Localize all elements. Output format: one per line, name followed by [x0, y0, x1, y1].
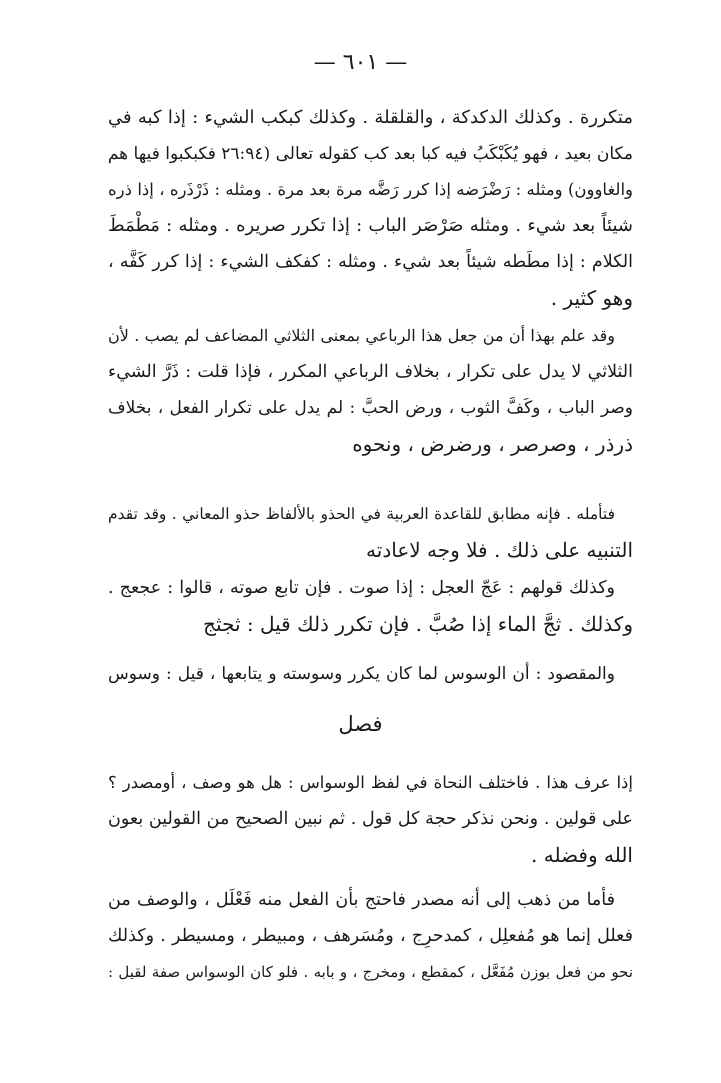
text-line: وهو كثير .: [550, 286, 633, 310]
text-line: شيئاً بعد شيء . ومثله صَرْصَر الباب : إذا تكرر صريره . ومثله : مَطْمَطَ: [108, 215, 633, 236]
text-line: نحو من فعل بوزن مُفَعَّل ، كمقطع ، ومخرج ، و بابه . فلو كان الوسواس صفة لقيل :: [108, 963, 633, 981]
page-number: — ٦٠١ —: [313, 50, 408, 75]
paragraph-5: [108, 656, 633, 692]
section-paragraph-2: [108, 882, 633, 990]
text-line: الثلاثي لا يدل على تكرار ، بخلاف الرباعي المكرر ، فإذا قلت : ذَرَّ الشيء: [108, 362, 633, 382]
text-line: والغاوون) ومثله : رَضْرَضه إذا كرر رَضَّه مرة بعد مرة . ومثله : ذَرْذَره ، إذا ذره: [108, 180, 633, 199]
text-line: متكررة . وكذلك الدكدكة ، والقلقلة . وكذلك كبكب الشيء : إذا كبه في: [108, 107, 633, 128]
paragraph-3: [108, 496, 633, 568]
text-line: والمقصود : أن الوسوس لما كان يكرر وسوسته و يتابعها ، قيل : وسوس: [108, 664, 615, 684]
text-line: مكان بعيد ، فهو يُكَبْكَبُ فيه كبا بعد كب كقوله تعالى (٢٦:٩٤ فكبكبوا فيها هم: [107, 144, 633, 164]
paragraph-4: [108, 570, 633, 642]
text-line: على قولين . ونحن نذكر حجة كل قول . ثم نبين الصحيح من القولين بعون: [108, 809, 633, 829]
text-line: وكذلك قولهم : عَجّ العجل : إذا صوت . فإن تابع صوته ، قالوا : عجعج .: [108, 578, 615, 598]
section-paragraph-1: [108, 765, 633, 873]
text-line: التنبيه على ذلك . فلا وجه لاعادته: [366, 538, 633, 562]
text-line: ذرذر ، وصرصر ، ورضرض ، ونحوه: [352, 432, 633, 456]
paragraph-2: [108, 318, 633, 462]
text-line: وصر الباب ، وكَفَّ الثوب ، ورض الحبَّ : لم يدل على تكرار الفعل ، بخلاف: [108, 398, 633, 418]
section-title: فصل: [338, 712, 383, 736]
text-line: الكلام : إذا مطَطه شيئاً بعد شيء . ومثله : كفكف الشيء : إذا كرر كَفَّه ،: [108, 252, 633, 272]
text-line: وقد علم بهذا أن من جعل هذا الرباعي بمعنى الثلاثي المضاعف لم يصب . لأن: [108, 326, 615, 345]
text-line: وكذلك . ثجَّ الماء إذا صُبَّ . فإن تكرر ذلك قيل : ثجثج: [203, 612, 633, 636]
paragraph-1: [108, 100, 633, 316]
text-line: الله وفضله .: [531, 843, 633, 867]
text-line: فعلل إنما هو مُفعلِل ، كمدحرِج ، ومُسَرهف ، ومبيطر ، ومسيطر . وكذلك: [108, 926, 633, 946]
text-line: فتأمله . فإنه مطابق للقاعدة العربية في الحذو بالألفاظ حذو المعاني . وقد تقدم: [108, 505, 615, 523]
text-line: إذا عرف هذا . فاختلف النحاة في لفظ الوسواس : هل هو وصف ، أومصدر ؟: [108, 773, 633, 792]
text-line: فأما من ذهب إلى أنه مصدر فاحتج بأن الفعل منه فَعْلَل ، والوصف من: [108, 890, 615, 910]
